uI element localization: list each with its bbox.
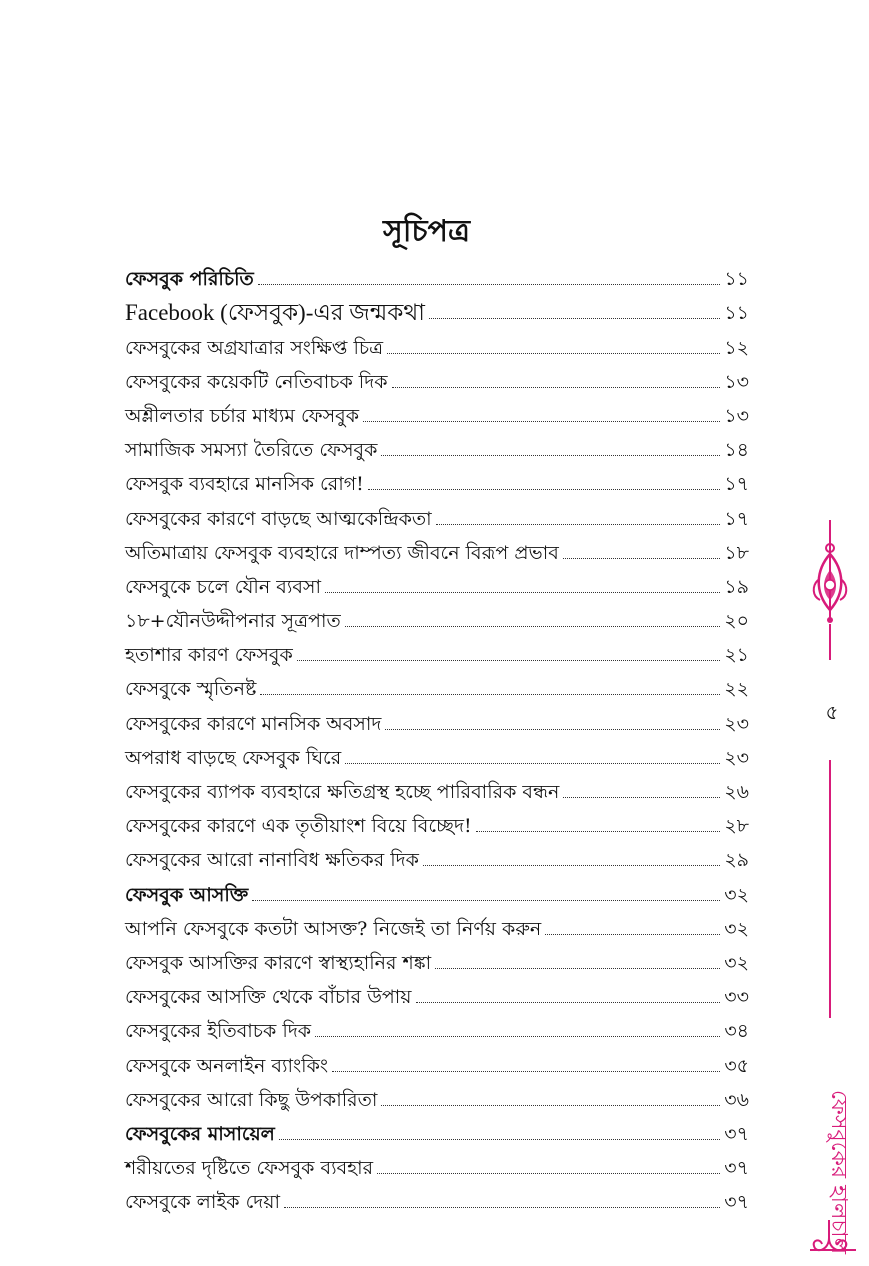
running-head: ফেসবুকের হালচাল bbox=[826, 1090, 851, 1255]
toc-entry bbox=[125, 532, 749, 566]
toc-entry-page: ১৪ bbox=[724, 439, 749, 462]
toc-entry-title: ফেসবুক ব্যবহারে মানসিক রোগ! bbox=[125, 473, 364, 496]
toc-entry-page: ২৬ bbox=[724, 781, 749, 803]
dot-leader bbox=[252, 900, 720, 901]
dot-leader bbox=[325, 592, 720, 593]
dot-leader bbox=[363, 421, 720, 422]
toc-entry-page: ২৯ bbox=[724, 849, 749, 872]
dot-leader bbox=[381, 1105, 720, 1106]
dot-leader bbox=[423, 865, 720, 866]
toc-entry-page: ৩৫ bbox=[724, 1054, 749, 1077]
toc-entry bbox=[125, 1147, 749, 1181]
toc-entry-title: সামাজিক সমস্যা তৈরিতে ফেসবুক bbox=[125, 439, 378, 462]
toc-entry bbox=[125, 395, 749, 429]
toc-entry-page: ২২ bbox=[724, 678, 749, 701]
toc-entry-page: ৩২ bbox=[724, 917, 749, 940]
toc-entry bbox=[125, 1079, 749, 1113]
dot-leader bbox=[297, 660, 721, 661]
toc-entry-page: ৩২ bbox=[724, 951, 749, 974]
dot-leader bbox=[279, 1139, 720, 1140]
dot-leader bbox=[385, 729, 720, 730]
toc-entry bbox=[125, 942, 749, 976]
toc-entry-title: ১৮+যৌনউদ্দীপনার সূত্রপাত bbox=[125, 610, 341, 633]
toc-entry-page: ৩৩ bbox=[724, 986, 749, 1009]
toc-entry-title: ফেসবুকে চলে যৌন ব্যবসা bbox=[125, 575, 321, 598]
toc-entry-title: ফেসবুকের আরো কিছু উপকারিতা bbox=[125, 1088, 378, 1111]
toc-entry bbox=[125, 771, 749, 805]
toc-entry-title: ফেসবুকের আরো নানাবিধ ক্ষতিকর দিক bbox=[125, 849, 419, 872]
toc-entry-page: ১৯ bbox=[724, 575, 749, 598]
toc-section-entry bbox=[125, 1113, 749, 1147]
toc-entry bbox=[125, 668, 749, 702]
dot-leader bbox=[284, 1207, 720, 1208]
dot-leader bbox=[260, 694, 720, 695]
toc-entry-page: ২৮ bbox=[724, 815, 749, 838]
toc-section-entry bbox=[125, 258, 749, 292]
dot-leader bbox=[429, 318, 720, 319]
toc-entry-page: ১৭ bbox=[724, 473, 749, 496]
toc-entry-page: ১২ bbox=[724, 336, 749, 359]
toc-entry bbox=[125, 976, 749, 1010]
dot-leader bbox=[368, 489, 721, 490]
toc-entry-title: ফেসবুকের ইতিবাচক দিক bbox=[125, 1020, 312, 1043]
dot-leader bbox=[381, 455, 720, 456]
toc-entry bbox=[125, 497, 749, 531]
toc-entry-page: ৩৪ bbox=[724, 1020, 749, 1043]
toc-entry-title: অশ্লীলতার চর্চার মাধ্যম ফেসবুক bbox=[125, 404, 360, 427]
toc-entry-title: ফেসবুকে স্মৃতিনষ্ট bbox=[125, 678, 257, 701]
toc-entry-title: ফেসবুক আসক্তির কারণে স্বাস্থ্যহানির শঙ্কা bbox=[125, 951, 432, 974]
toc-entry-page: ২১ bbox=[724, 644, 749, 667]
toc-entry-title: হতাশার কারণ ফেসবুক bbox=[125, 644, 293, 667]
dot-leader bbox=[345, 763, 720, 764]
dot-leader bbox=[377, 1173, 720, 1174]
toc-entry bbox=[125, 634, 749, 668]
toc-entry bbox=[125, 326, 749, 360]
toc-entry bbox=[125, 1044, 749, 1078]
toc-entry-page: ১৩ bbox=[724, 404, 749, 427]
toc-entry-title: ফেসবুক পরিচিতি bbox=[125, 268, 254, 291]
toc-entry-title: আপনি ফেসবুকে কতটা আসক্ত? নিজেই তা নির্ণয় করুন bbox=[125, 917, 542, 940]
toc-entry-page: ১১ bbox=[724, 268, 749, 291]
page-number: ৫ bbox=[825, 700, 839, 724]
toc-section-entry bbox=[125, 873, 749, 907]
dot-leader bbox=[315, 1036, 720, 1037]
toc-entry-title: ফেসবুকের কারণে বাড়ছে আত্মকেন্দ্রিকতা bbox=[125, 507, 432, 530]
dot-leader bbox=[387, 353, 720, 354]
toc-entry bbox=[125, 805, 749, 839]
toc-entry-title: ফেসবুক আসক্তি bbox=[125, 883, 249, 906]
toc-entry-page: ৩৭ bbox=[724, 1191, 749, 1214]
toc-entry-page: ১১ bbox=[724, 302, 749, 325]
toc-entry-title: ফেসবুকের অগ্রযাত্রার সংক্ষিপ্ত চিত্র bbox=[125, 336, 384, 359]
toc-entry bbox=[125, 361, 749, 395]
toc-entry-title: ফেসবুকের কারণে মানসিক অবসাদ bbox=[125, 712, 382, 735]
toc-entry-page: ১৭ bbox=[724, 507, 749, 530]
dot-leader bbox=[436, 524, 721, 525]
toc-entry-page: ৩৭ bbox=[724, 1157, 749, 1180]
toc-entry-page: ৩৭ bbox=[724, 1122, 749, 1145]
toc-entry-title: অতিমাত্রায় ফেসবুক ব্যবহারে দাম্পত্য জীবনে বিরূপ প্রভাব bbox=[125, 541, 559, 564]
dot-leader bbox=[476, 831, 721, 832]
toc-entry-title: অপরাধ বাড়ছে ফেসবুক ঘিরে bbox=[125, 746, 342, 769]
toc-entry-title: ফেসবুকের ব্যাপক ব্যবহারে ক্ষতিগ্রস্থ হচ্ছে পারিবারিক বন্ধন bbox=[125, 781, 560, 803]
toc-entry-title: ফেসবুকের আসক্তি থেকে বাঁচার উপায় bbox=[125, 986, 412, 1009]
dot-leader bbox=[563, 558, 721, 559]
dot-leader bbox=[332, 1071, 720, 1072]
toc-entry bbox=[125, 702, 749, 736]
page-title: সূচিপত্র bbox=[383, 214, 470, 249]
toc-entry bbox=[125, 463, 749, 497]
toc-entry-title: ফেসবুকের কারণে এক তৃতীয়াংশ বিয়ে বিচ্ছেদ! bbox=[125, 815, 472, 838]
toc-entry-title: ফেসবুকে অনলাইন ব্যাংকিং bbox=[125, 1054, 329, 1077]
toc-entry-page: ৩৬ bbox=[724, 1088, 749, 1111]
scroll-flourish-icon bbox=[808, 1220, 858, 1266]
toc-entry-title: ফেসবুকের মাসায়েল bbox=[125, 1122, 275, 1145]
margin-rule-middle bbox=[829, 760, 831, 1018]
floral-ornament-icon bbox=[810, 540, 850, 660]
toc-entry-page: ২০ bbox=[724, 610, 749, 633]
toc-entry-title: শরীয়তের দৃষ্টিতে ফেসবুক ব্যবহার bbox=[125, 1157, 374, 1180]
toc-entry bbox=[125, 1010, 749, 1044]
toc-entry bbox=[125, 839, 749, 873]
toc-entry-page: ১৮ bbox=[724, 541, 749, 564]
toc-entry bbox=[125, 292, 749, 326]
toc-entry-page: ৩২ bbox=[724, 883, 749, 906]
toc-entry bbox=[125, 566, 749, 600]
dot-leader bbox=[416, 1002, 721, 1003]
toc-entry bbox=[125, 737, 749, 771]
toc-entry-page: ২৩ bbox=[724, 712, 749, 735]
toc-entry bbox=[125, 1181, 749, 1215]
dot-leader bbox=[563, 797, 720, 798]
toc-entry bbox=[125, 429, 749, 463]
toc-entry-title: ফেসবুকের কয়েকটি নেতিবাচক দিক bbox=[125, 370, 388, 393]
toc-entry-page: ১৩ bbox=[724, 370, 749, 393]
toc-entry bbox=[125, 908, 749, 942]
table-of-contents bbox=[125, 258, 749, 1215]
toc-entry bbox=[125, 600, 749, 634]
dot-leader bbox=[392, 387, 721, 388]
dot-leader bbox=[345, 626, 721, 627]
toc-entry-page: ২৩ bbox=[724, 746, 749, 769]
toc-entry-title: ফেসবুকে লাইক দেয়া bbox=[125, 1191, 280, 1214]
dot-leader bbox=[545, 934, 720, 935]
toc-entry-title: Facebook (ফেসবুক)-এর জন্মকথা bbox=[125, 300, 425, 326]
dot-leader bbox=[258, 284, 721, 285]
dot-leader bbox=[435, 968, 720, 969]
